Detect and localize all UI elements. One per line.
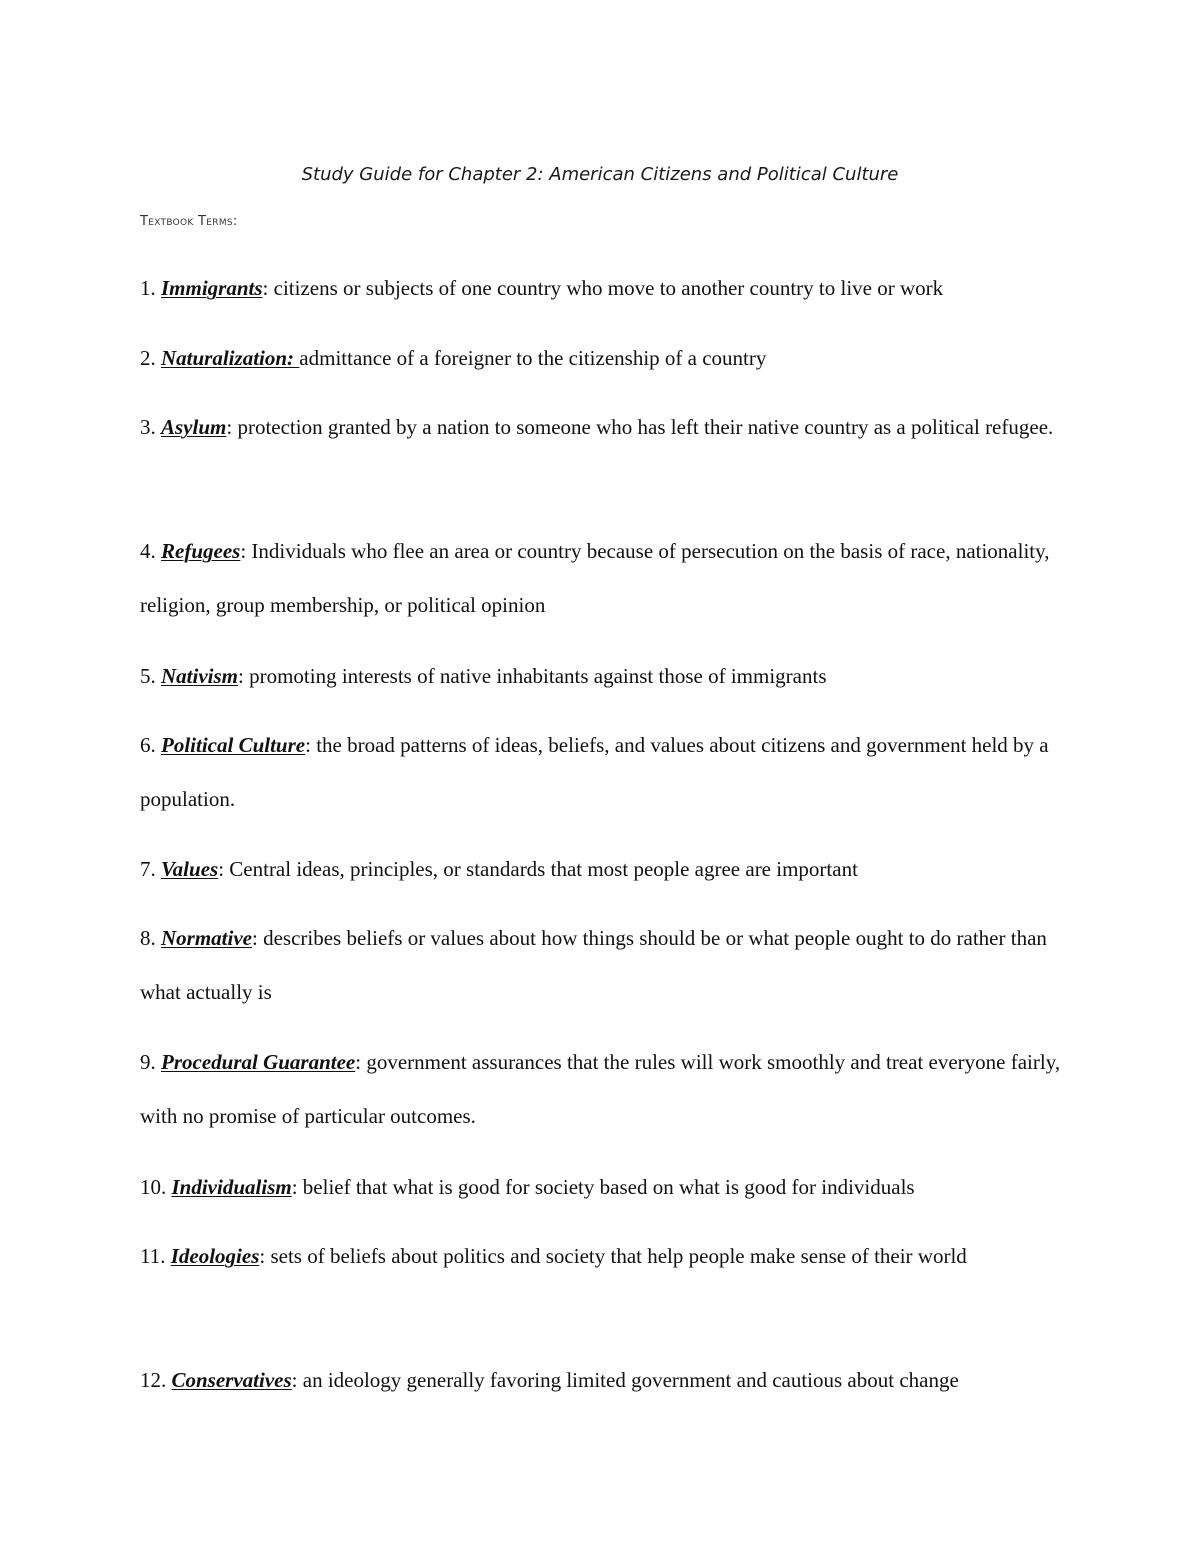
term-number: 9. [140, 1050, 156, 1074]
page-title: Study Guide for Chapter 2: American Citizens and Political Culture [301, 164, 899, 185]
term-number: 2. [140, 346, 156, 370]
term-word: Political Culture [161, 733, 306, 757]
term-definition: describes beliefs or values about how things should be or what people ought to do rather than what actually is [140, 926, 1047, 1004]
term-separator: : [251, 926, 258, 950]
term-word: Naturalization: [161, 346, 300, 370]
term-definition: an ideology generally favoring limited government and cautious about change [297, 1368, 959, 1392]
term-word: Ideologies [170, 1244, 260, 1268]
term-number: 3. [140, 415, 156, 439]
term-definition: sets of beliefs about politics and society that help people make sense of their world [265, 1244, 967, 1268]
term-item [140, 261, 1070, 315]
term-separator: : [355, 1050, 362, 1074]
term-number: 11. [140, 1244, 166, 1268]
term-definition: the broad patterns of ideas, beliefs, and values about citizens and government held by a population. [140, 733, 1049, 811]
term-item [140, 1353, 1070, 1407]
term-number: 6. [140, 733, 156, 757]
term-definition: citizens or subjects of one country who move to another country to live or work [268, 276, 944, 300]
term-item [140, 911, 1070, 1019]
term-item [140, 524, 1070, 632]
term-separator: : [259, 1244, 266, 1268]
term-definition: Individuals who flee an area or country because of persecution on the basis of race, nationality, religion, group membership, or political opinion [140, 539, 1050, 617]
term-word: Asylum [161, 415, 227, 439]
term-word: Individualism [171, 1175, 292, 1199]
term-separator: : [291, 1175, 298, 1199]
term-item [140, 1035, 1070, 1143]
term-item [140, 1229, 1070, 1283]
term-item [140, 400, 1070, 454]
term-item [140, 331, 1070, 385]
term-word: Conservatives [171, 1368, 292, 1392]
term-separator: : [238, 664, 244, 688]
term-definition: Central ideas, principles, or standards that most people agree are important [224, 857, 858, 881]
term-number: 12. [140, 1368, 167, 1392]
term-definition: government assurances that the rules will work smoothly and treat everyone fairly, with no promise of particular outcomes. [140, 1050, 1061, 1128]
term-definition: admittance of a foreigner to the citizenship of a country [299, 346, 767, 370]
term-number: 8. [140, 926, 156, 950]
term-separator: : [240, 539, 247, 563]
term-separator: : [226, 415, 233, 439]
term-item [140, 649, 1070, 703]
term-word: Normative [161, 926, 252, 950]
term-number: 10. [140, 1175, 167, 1199]
term-separator: : [291, 1368, 298, 1392]
term-word: Values [161, 857, 219, 881]
term-item [140, 718, 1070, 826]
term-word: Immigrants [161, 276, 263, 300]
term-separator: : [218, 857, 225, 881]
term-item [140, 842, 1070, 896]
term-definition: belief that what is good for society based on what is good for individuals [297, 1175, 915, 1199]
term-definition: protection granted by a nation to someone who has left their native country as a political refugee. [232, 415, 1054, 439]
term-item [140, 1160, 1070, 1214]
term-number: 5. [140, 664, 156, 688]
term-number: 4. [140, 539, 156, 563]
term-word: Nativism [161, 664, 238, 688]
term-word: Procedural Guarantee [161, 1050, 356, 1074]
term-number: 7. [140, 857, 156, 881]
term-definition: promoting interests of native inhabitants against those of immigrants [243, 664, 827, 688]
term-separator: : [305, 733, 311, 757]
term-word: Refugees [161, 539, 241, 563]
term-number: 1. [140, 276, 156, 300]
section-heading: Textbook Terms: [140, 214, 238, 229]
term-separator: : [262, 276, 269, 300]
